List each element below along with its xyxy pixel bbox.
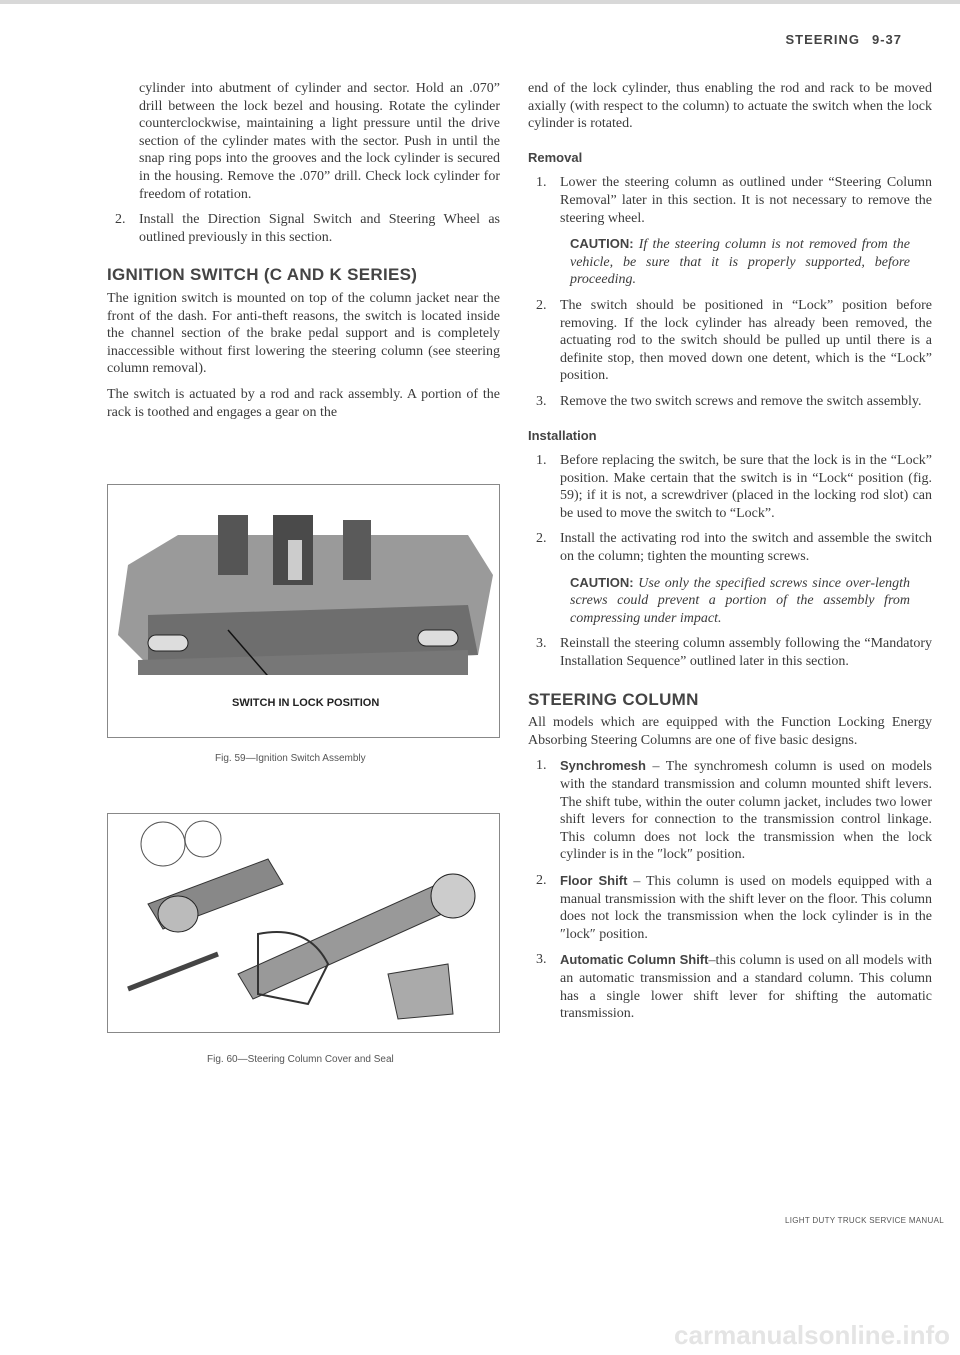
section-heading: IGNITION SWITCH (C AND K SERIES) — [107, 265, 418, 285]
figure-caption: Fig. 59—Ignition Switch Assembly — [215, 753, 366, 764]
subheading-removal: Removal — [528, 149, 583, 165]
list-item — [107, 211, 500, 246]
figure-caption: Fig. 60—Steering Column Cover and Seal — [207, 1054, 394, 1065]
caution-note — [570, 235, 910, 289]
figure-column-cover — [107, 813, 500, 1033]
page-footer: LIGHT DUTY TRUCK SERVICE MANUAL — [785, 1216, 944, 1225]
caution-label: CAUTION: — [570, 236, 634, 252]
caution-note — [570, 574, 910, 628]
list-item — [528, 951, 932, 1022]
item-label: Automatic Column Shift — [560, 952, 709, 968]
item-number: 1. — [536, 175, 547, 191]
watermark: carmanualsonline.info — [674, 1320, 950, 1350]
list-item — [528, 393, 932, 411]
top-rule — [0, 0, 960, 4]
paragraph: All models which are equipped with the Function Locking Energy Absorbing Steering Columns are one of five basic designs. — [528, 715, 932, 748]
item-number: 1. — [536, 758, 547, 774]
item-text: –this column is used on all models with an automatic transmission and a standard column. This column has a single lower shift lever for shifting the automatic transmission. — [560, 953, 933, 1022]
paragraph: The ignition switch is mounted on top of the column jacket near the front of the dash. For anti-theft reasons, the switch is located inside the channel section of the brake pedal support and is completely inaccessible without first lowering the steering column (see steering column removal). — [107, 290, 500, 377]
item-number: 1. — [536, 453, 547, 469]
item-text: Before replacing the switch, be sure that the lock is in the “Lock” position. Make certain that the switch is in “Lock“ position (fig. 59); if it is not, a screwdriver (placed in the locking rod slot) can be used to move the switch to “Lock”. — [560, 453, 932, 521]
caution-text: If the steering column is not removed from the vehicle, be sure that it is properly supported, before proceeding. — [570, 237, 910, 288]
item-number: 2. — [536, 531, 547, 547]
item-text: – This column is used on models equipped with a manual transmission with the shift lever on the floor. This column does not lock the transmission when the lock cylinder is in the ″lock″ position. — [560, 873, 932, 942]
list-item — [528, 297, 932, 385]
right-column — [528, 80, 932, 1031]
paragraph: The switch is actuated by a rod and rack assembly. A portion of the rack is toothed and engages a gear on the — [107, 386, 500, 420]
item-number: 3. — [536, 952, 547, 968]
item-text: Reinstall the steering column assembly following the “Mandatory Installation Sequence” outlined later in this section. — [560, 636, 932, 670]
page-header — [774, 32, 903, 47]
subheading-installation: Installation — [528, 427, 597, 443]
left-column — [107, 80, 500, 429]
item-text: – The synchromesh column is used on models with the standard transmission and column mounted shift levers. The shift tube, within the outer column jacket, includes two lower shift levers for connection to the transmission control linkage. This column does not lock the transmission when the lock cylinder is in the ″lock″ position. — [560, 759, 932, 863]
list-item — [528, 872, 932, 943]
item-number: 3. — [536, 636, 547, 652]
item-label: Floor Shift — [560, 872, 628, 888]
item-label: Synchromesh — [560, 758, 646, 774]
item-number: 2. — [536, 872, 547, 888]
list-item — [528, 174, 932, 227]
item-text: Lower the steering column as outlined under “Steering Column Removal” later in this section. It is not necessary to remove the steering wheel. — [560, 175, 932, 226]
item-text: Install the Direction Signal Switch and Steering Wheel as outlined previously in this section. — [139, 212, 500, 245]
item-text: Install the activating rod into the switch and assemble the switch on the column; tighten the mounting screws. — [560, 531, 932, 565]
caution-text: Use only the specified screws since over-length screws could prevent a portion of the assembly from compressing under impact. — [570, 575, 910, 626]
item-number: 2. — [115, 212, 126, 228]
item-number: 2. — [536, 297, 547, 313]
item-text: Remove the two switch screws and remove the switch assembly. — [560, 393, 922, 409]
item-number: 3. — [536, 393, 547, 409]
list-item — [528, 452, 932, 522]
list-item — [528, 635, 932, 670]
figure-ignition-switch — [107, 484, 500, 738]
column-cover-illustration — [108, 814, 499, 1032]
item-text: The switch should be positioned in “Lock” position before removing. If the lock cylinder has already been removed, the actuating rod to the switch should be pulled up until there is a definite stop, then moved down one detent, which is the “Lock” position. — [560, 297, 932, 384]
page-number: 9-37 — [871, 32, 902, 47]
section-heading: STEERING COLUMN — [528, 689, 699, 709]
figure-label: SWITCH IN LOCK POSITION — [232, 697, 380, 709]
caution-label: CAUTION: — [570, 574, 634, 590]
continued-step-text: cylinder into abutment of cylinder and sector. Hold an .070” drill between the lock bezel and housing. Rotate the cylinder counterclockwise, maintaining a light pressure until the drive section of the cylinder mates with the sector. Push in until the snap ring pops into the grooves and the lock cylinder is secured in the housing. Remove the .070” drill. Check lock cylinder for freedom of rotation. — [139, 81, 500, 202]
list-item — [528, 530, 932, 565]
list-item — [528, 757, 932, 864]
section-title: STEERING — [785, 32, 860, 47]
paragraph: end of the lock cylinder, thus enabling the rod and rack to be moved axially (with respect to the column) to actuate the switch when the lock cylinder is rotated. — [528, 81, 932, 132]
